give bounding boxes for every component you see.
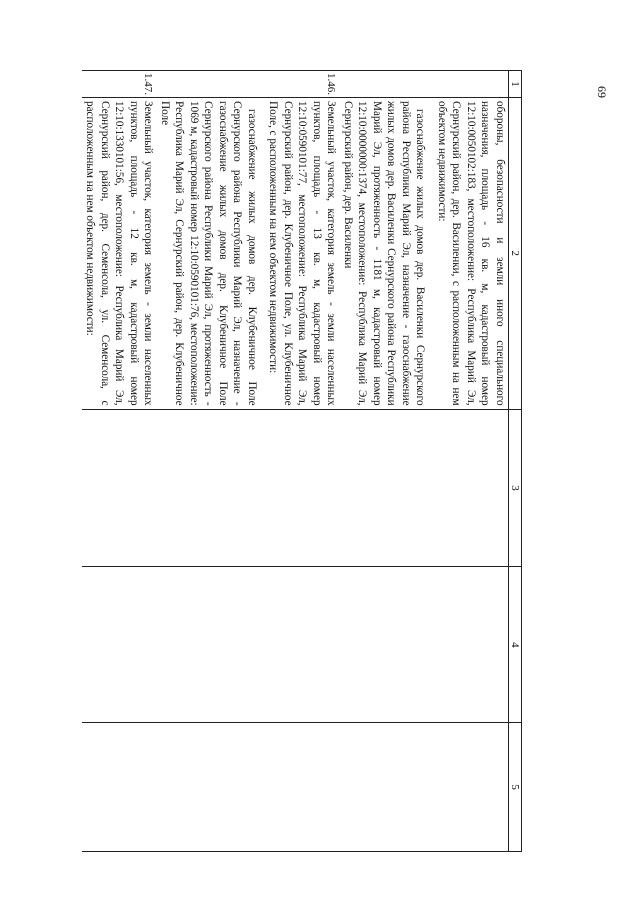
property-table [82,70,522,852]
empty-cell [157,723,340,852]
description-paragraph: газоснабжение жилых домов дер. Клубеничное Поле Сернурского района Республики Марий Эл, назначение - газоснабжение жилых домов дер. Клубеничное Поле Сернурского района Республики Марий Эл, протяженность - 1069 м, кадастровый номер 12:10:0590101:76, местоположение: Республика Марий Эл, Сернурский район, дер. Клубеничное Поле [159,101,258,406]
column-header: 2 [509,98,522,410]
row-description [340,98,509,410]
row-description [82,98,157,410]
table-row [157,71,340,852]
row-description [157,98,340,410]
empty-cell [340,409,509,567]
empty-cell [82,409,157,567]
document-table-sheet [84,70,522,852]
row-number: 1.47. [82,71,157,98]
row-number [340,71,509,98]
empty-cell [340,567,509,723]
column-header: 3 [509,409,522,567]
description-paragraph: Земельный участок, категория земель - земли населенных пунктов, площадь - 12 кв. м, кадастровый номер 12:10:1330101:56, местоположение: Республика Марий Эл, Сернурский район, дер. Семенсола, ул. Семенсола, с расположенным на нем объектом недвижимости: [84,101,155,406]
column-header: 5 [509,723,522,852]
description-paragraph: газоснабжение жилых домов дер. Василенки Сернурского района Республики Марий Эл, назначение - газоснабжение жилых домов дер. Василенки Сернурского района Республики Марий Эл, протяженность - 1181 м, кадастровый номер 12:10:0000000:1374, местоположение: Республика Марий Эл, Сернурский район, дер. Василенки [342,101,427,406]
page-number: 69 [595,86,609,98]
description-paragraph: Земельный участок, категория земель - земли населенных пунктов, площадь - 13 кв. м, кадастровый номер 12:10:0590101:77, местоположение: Республика Марий Эл, Сернурский район, дер. Клубеничное Поле, ул. Клубеничное Поле, с расположенным на нем объектом недвижимости: [267,101,338,406]
empty-cell [82,723,157,852]
table-row [82,71,157,852]
empty-cell [340,723,509,852]
empty-cell [157,409,340,567]
empty-cell [82,567,157,723]
row-number: 1.46. [157,71,340,98]
table-header-row [509,71,522,852]
description-paragraph: обороны, безопасности и земли иного специального назначения, площадь - 16 кв. м, кадастровый номер 12:10:0050102:183, местоположение: Республика Марий Эл, Сернурский район, дер. Василенки, с расположенным на нем объектом недвижимости: [436,101,506,406]
column-header: 1 [509,71,522,98]
column-header: 4 [509,567,522,723]
table-row [340,71,509,852]
empty-cell [157,567,340,723]
